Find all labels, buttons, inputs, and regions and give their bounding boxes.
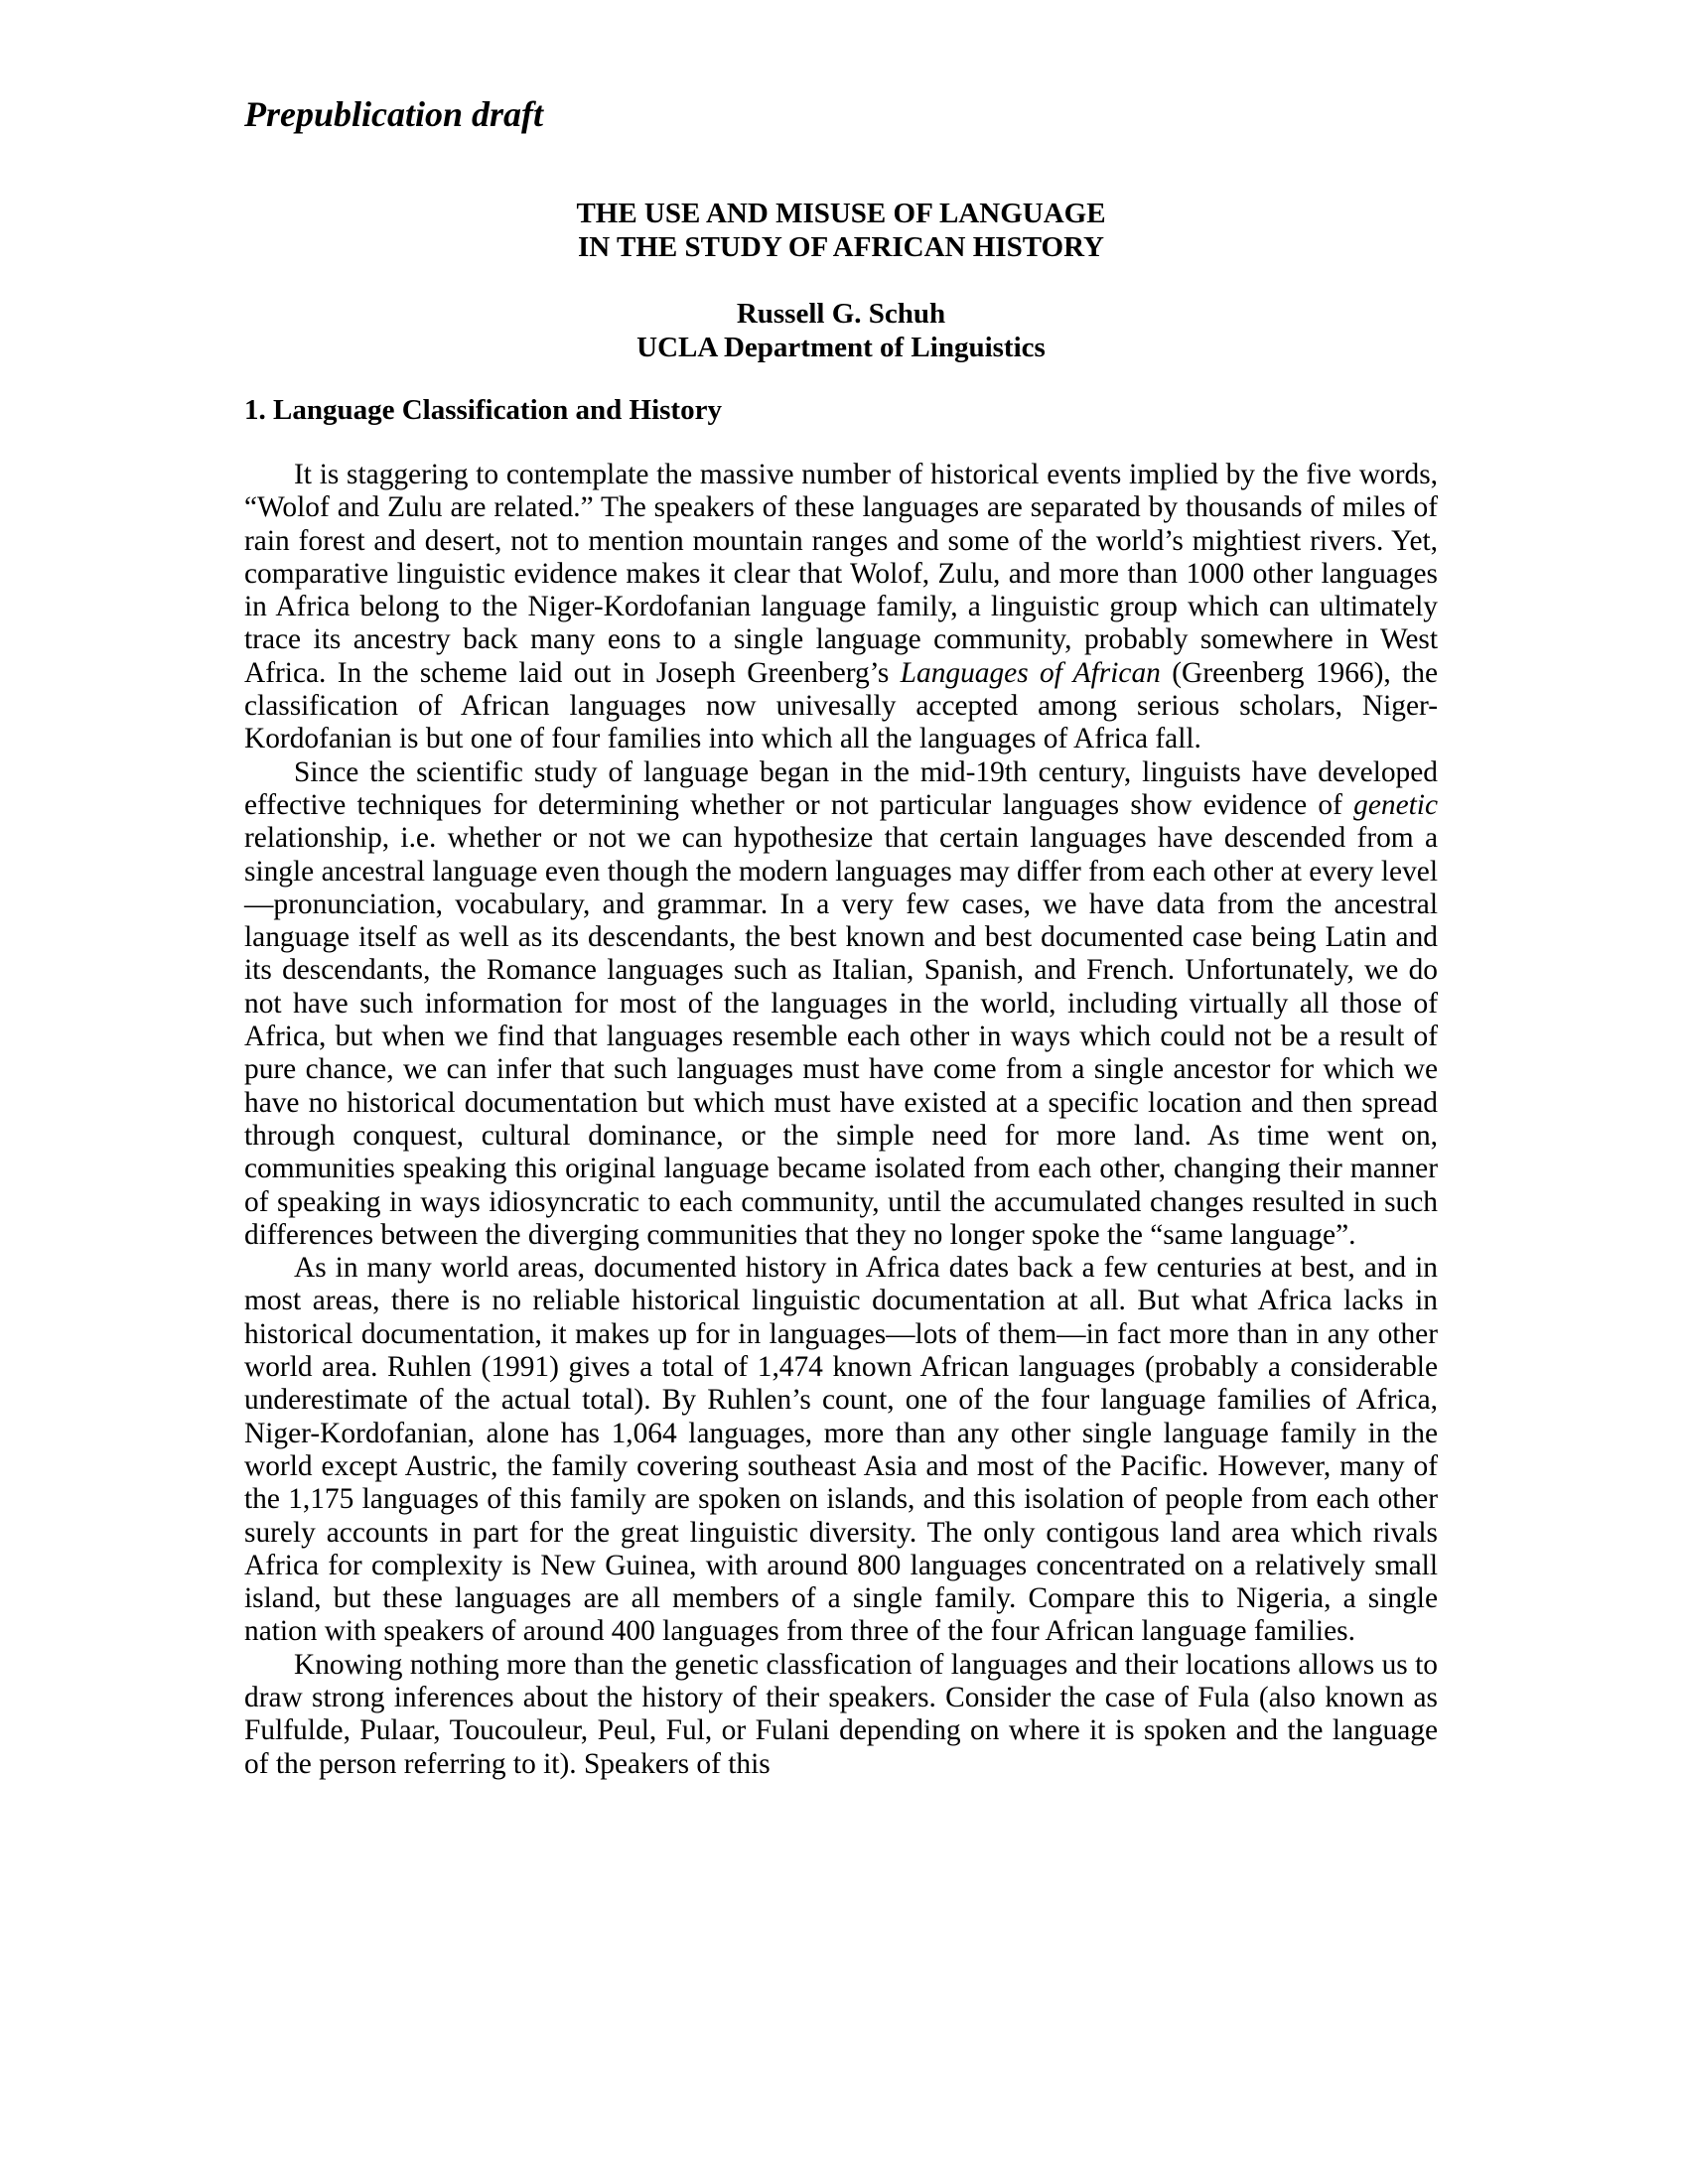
author-name: Russell G. Schuh bbox=[736, 298, 946, 330]
author-affiliation: UCLA Department of Linguistics bbox=[636, 332, 1046, 363]
paragraph-3: As in many world areas, documented history in Africa dates back a few centuries at best, and in most areas, there is no reliable historical linguistic documentation at all. But what Africa lacks in historical documentation, it makes up for in languages—lots of them—in fact more than in any other world area. Ruhlen (1991) gives a total of 1,474 known African languages (probably a considerable underestimate of the actual total). By Ruhlen’s count, one of the four language families of Africa, Niger-Kordofanian, alone has 1,064 languages, more than any other single language family in the world except Austric, the family covering southeast Asia and most of the Pacific. However, many of the 1,175 languages of this family are spoken on islands, and this isolation of people from each other surely accounts in part for the great linguistic diversity. The only contigous land area which rivals Africa for complexity is New Guinea, with around 800 languages concentrated on a relatively small island, but these languages are all members of a single family. Compare this to Nigeria, a single nation with speakers of around 400 languages from three of the four African language families. bbox=[244, 1252, 1438, 1648]
body-text bbox=[244, 459, 1438, 1781]
paragraph-1 bbox=[244, 459, 1438, 756]
title-line-2: IN THE STUDY OF AFRICAN HISTORY bbox=[578, 231, 1104, 263]
paragraph-1-text-a: It is staggering to contemplate the massive number of historical events implied by the five words, “Wolof and Zulu are related.” The speakers of these languages are separated by thousands of miles of rain forest and desert, not to mention mountain ranges and some of the world’s mightiest rivers. Yet, comparative linguistic evidence makes it clear that Wolof, Zulu, and more than 1000 other languages in Africa belong to the Niger-Kordofanian language family, a linguistic group which can ultimately trace its ancestry back many eons to a single language community, probably somewhere in West Africa. In the scheme laid out in Joseph Greenberg’s bbox=[244, 459, 1438, 689]
section-heading: 1. Language Classification and History bbox=[244, 394, 722, 426]
paragraph-2 bbox=[244, 756, 1438, 1252]
author-block bbox=[244, 297, 1438, 364]
draft-label: Prepublication draft bbox=[244, 94, 544, 134]
paragraph-2-text-b: relationship, i.e. whether or not we can hypothesize that certain languages have descended from a single ancestral language even though the modern languages may differ from each other at every level—pronunciation, vocabulary, and grammar. In a very few cases, we have data from the ancestral language itself as well as its descendants, the best known and best documented case being Latin and its descendants, the Romance languages such as Italian, Spanish, and French. Unfortunately, we do not have such information for most of the languages in the world, including virtually all those of Africa, but when we find that languages resemble each other in ways which could not be a result of pure chance, we can infer that such languages must have come from a single ancestor for which we have no historical documentation but which must have existed at a specific location and then spread through conquest, cultural dominance, or the simple need for more land. As time went on, communities speaking this original language became isolated from each other, changing their manner of speaking in ways idiosyncratic to each community, until the accumulated changes resulted in such differences between the diverging communities that they no longer spoke the “same language”. bbox=[244, 822, 1438, 1251]
paragraph-1-text-b: (Greenberg 1966), the classification of African languages now univesally accepted among serious scholars, Niger-Kordofanian is but one of four families into which all the languages of Africa fall. bbox=[244, 656, 1438, 755]
paragraph-4: Knowing nothing more than the genetic classfication of languages and their locations allows us to draw strong inferences about the history of their speakers. Consider the case of Fula (also known as Fulfulde, Pulaar, Toucouleur, Peul, Ful, or Fulani depending on where it is spoken and the language of the person referring to it). Speakers of this bbox=[244, 1648, 1438, 1780]
title-line-1: THE USE AND MISUSE OF LANGUAGE bbox=[576, 198, 1106, 229]
term-genetic-italic: genetic bbox=[1353, 788, 1438, 821]
book-title-italic: Languages of African bbox=[900, 656, 1161, 689]
paragraph-2-text-a: Since the scientific study of language began in the mid-19th century, linguists have developed effective techniques for determining whether or not particular languages show evidence of bbox=[244, 755, 1438, 821]
document-title bbox=[244, 197, 1438, 264]
